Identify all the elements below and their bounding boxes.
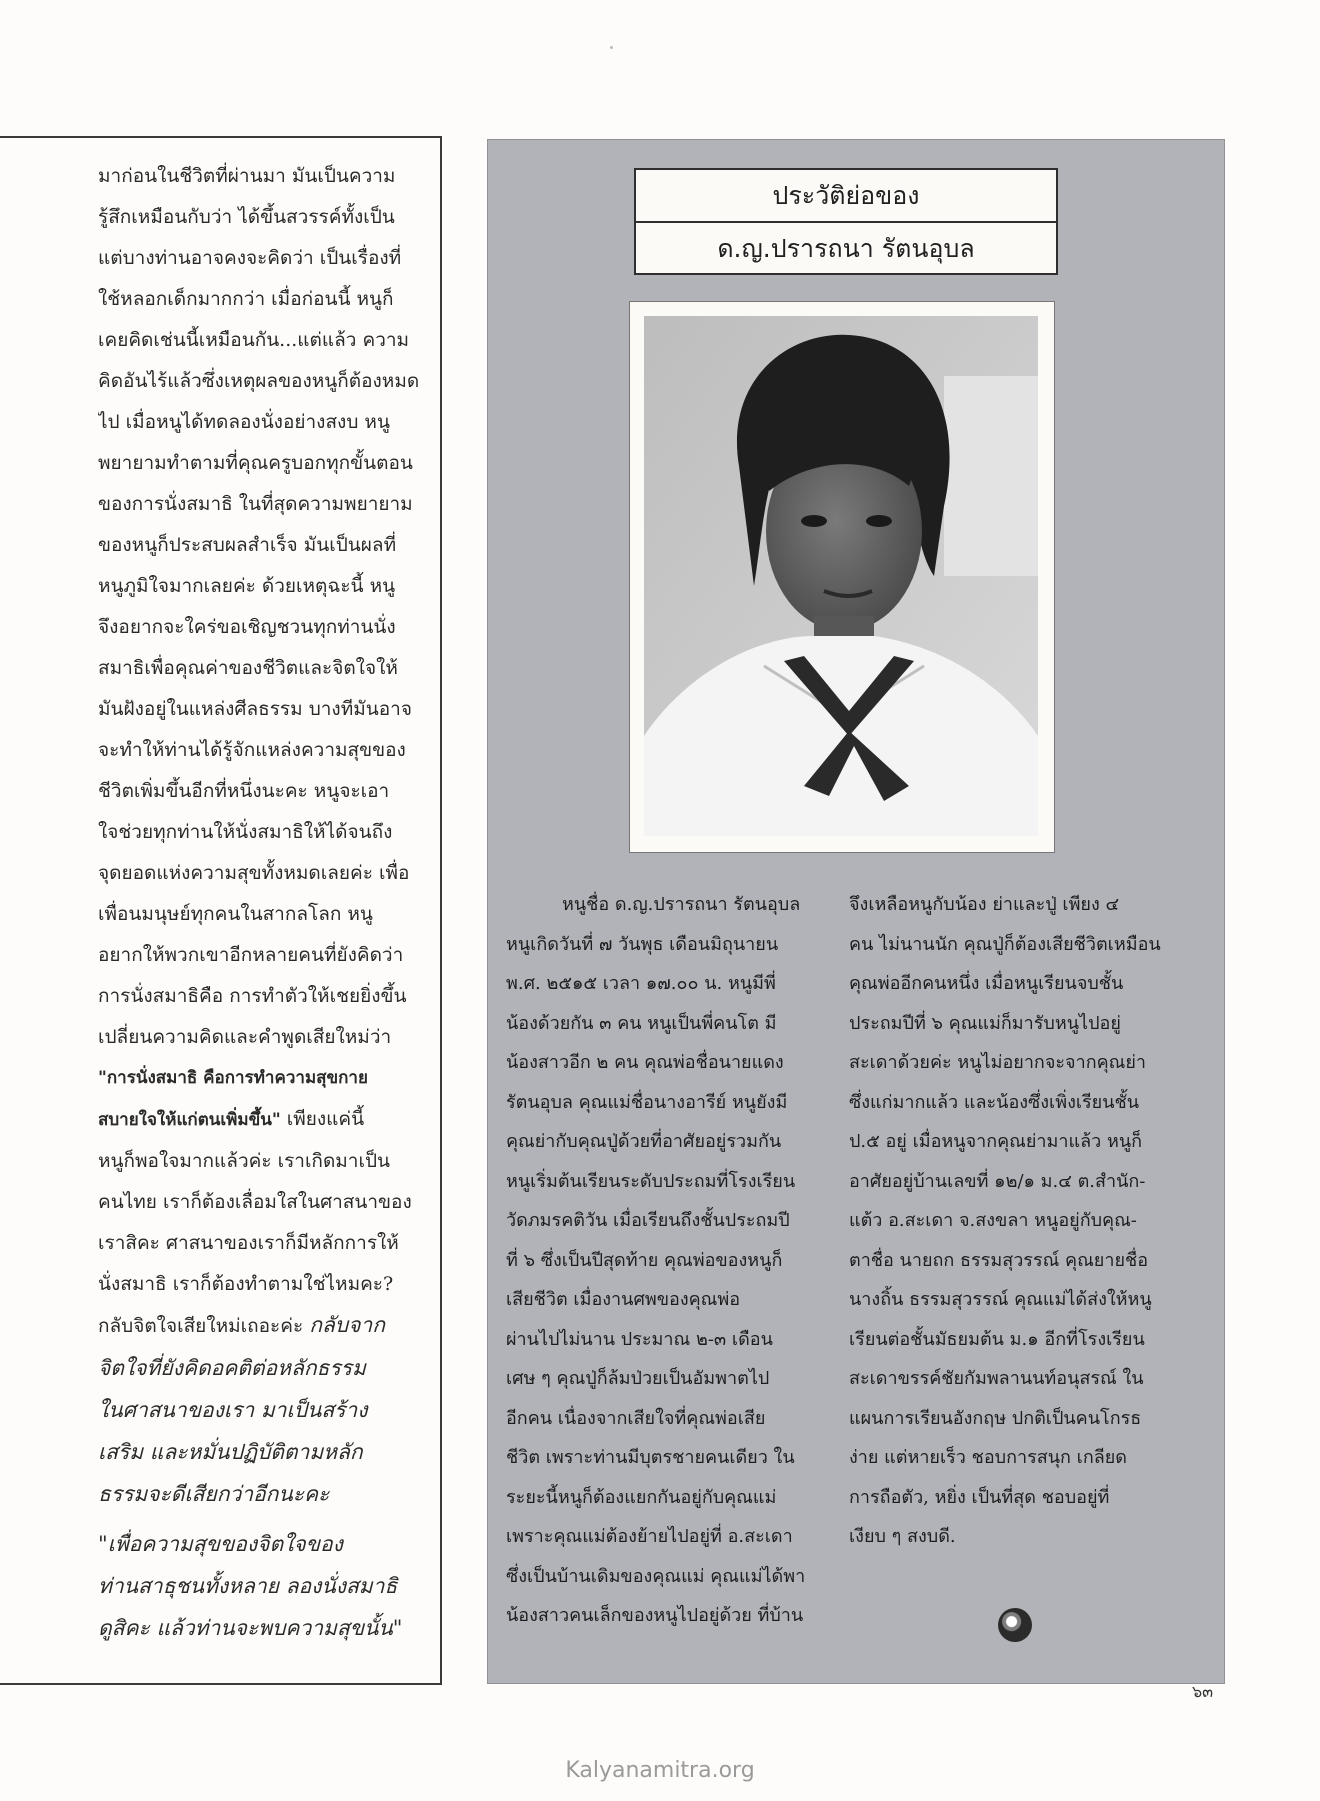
bio-line: เงียบ ๆ สงบดี. [849, 1526, 956, 1547]
page-number: ๖๓ [1192, 1682, 1214, 1701]
text-line: คนไทย เราก็ต้องเลื่อมใสในศาสนาของ [98, 1191, 412, 1213]
bio-line: ที่ ๖ ซึ่งเป็นปีสุดท้าย คุณพ่อของหนูก็ [506, 1249, 783, 1271]
left-column [0, 136, 442, 1685]
text-line: ของหนูก็ประสบผลสำเร็จ มันเป็นผลที่ [98, 534, 397, 556]
text-line: มาก่อนในชีวิตที่ผ่านมา มันเป็นความ [98, 165, 396, 187]
portrait-illustration [644, 316, 1038, 836]
portrait-frame [629, 301, 1055, 853]
left-column-text [98, 156, 440, 1649]
biography-left-column [506, 885, 821, 1636]
bio-line: การถือตัว, หยิ่ง เป็นที่สุด ชอบอยู่ที่ [849, 1486, 1110, 1508]
bio-line: ระยะนี้หนูก็ต้องแยกกันอยู่กับคุณแม่ [506, 1486, 777, 1508]
text-line: จึงอยากจะใคร่ขอเชิญชวนทุกท่านนั่ง [98, 616, 396, 638]
bold-quote-line: "การนั่งสมาธิ คือการทำความสุขกาย [98, 1068, 368, 1088]
text-line: หนูภูมิใจมากเลยค่ะ ด้วยเหตุฉะนี้ หนู [98, 575, 396, 597]
bio-line: อีกคน เนื่องจากเสียใจที่คุณพ่อเสีย [506, 1407, 766, 1429]
biography-subject-name: ด.ญ.ปรารถนา รัตนอุบล [636, 221, 1056, 274]
bio-line: เสียชีวิต เมื่องานศพของคุณพ่อ [506, 1289, 741, 1310]
bio-line: น้องสาวอีก ๒ คน คุณพ่อชื่อนายแดง [506, 1052, 784, 1073]
text-line: ชีวิตเพิ่มขึ้นอีกที่หนึ่งนะคะ หนูจะเอา [98, 780, 390, 802]
bio-line: หนูเริ่มต้นเรียนระดับประถมที่โรงเรียน [506, 1170, 796, 1192]
text-line: ใจช่วยทุกท่านให้นั่งสมาธิให้ได้จนถึง [98, 821, 393, 843]
text-line [98, 1305, 440, 1347]
bio-line: วัดภมรคติวัน เมื่อเรียนถึงชั้นประถมปี [506, 1210, 790, 1231]
text-span: กลับจิตใจเสียใหม่เถอะค่ะ [98, 1315, 310, 1337]
bio-line: เพราะคุณแม่ต้องย้ายไปอยู่ที่ อ.สะเดา [506, 1526, 793, 1547]
bio-line: สะเดาขรรค์ชัยกัมพลานนท์อนุสรณ์ ใน [849, 1368, 1144, 1389]
bio-line: ป.๕ อยู่ เมื่อหนูจากคุณย่ามาแล้ว หนูก็ [849, 1131, 1143, 1152]
bio-line: เรียนต่อชั้นมัธยมต้น ม.๑ อีกที่โรงเรียน [849, 1328, 1145, 1350]
bio-line: ซึ่งเป็นบ้านเดิมของคุณแม่ คุณแม่ได้พา [506, 1565, 806, 1587]
bio-line: รัตนอุบล คุณแม่ชื่อนางอารีย์ หนูยังมี [506, 1091, 788, 1113]
bio-line: แผนการเรียนอังกฤษ ปกติเป็นคนโกรธ [849, 1407, 1142, 1429]
text-line: การนั่งสมาธิคือ การทำตัวให้เชยยิ่งขึ้น [98, 985, 407, 1007]
italic-line: ในศาสนาของเรา มาเป็นสร้าง [98, 1398, 368, 1422]
text-line [98, 1099, 440, 1141]
text-line: ของการนั่งสมาธิ ในที่สุดความพยายาม [98, 493, 413, 515]
bio-line: ผ่านไปไม่นาน ประมาณ ๒-๓ เดือน [506, 1328, 773, 1350]
biography-title-box [634, 168, 1058, 275]
bio-line: คุณย่ากับคุณปู่ด้วยที่อาศัยอยู่รวมกัน [506, 1131, 782, 1152]
italic-line: ธรรมจะดีเสียกว่าอีกนะคะ [98, 1482, 330, 1506]
bio-line: จึงเหลือหนูกับน้อง ย่าและปู่ เพียง ๔ [849, 894, 1120, 915]
bio-line: อาศัยอยู่บ้านเลขที่ ๑๒/๑ ม.๔ ต.สำนัก- [849, 1170, 1146, 1192]
bio-line: ชีวิต เพราะท่านมีบุตรชายคนเดียว ใน [506, 1447, 795, 1468]
text-line: ไป เมื่อหนูได้ทดลองนั่งอย่างสงบ หนู [98, 411, 390, 433]
text-span: เพียงแค่นี้ [280, 1108, 365, 1130]
bio-line: แต้ว อ.สะเดา จ.สงขลา หนูอยู่กับคุณ- [849, 1210, 1137, 1231]
bio-line: น้องด้วยกัน ๓ คน หนูเป็นพี่คนโต มี [506, 1012, 777, 1034]
bold-quote-line: สบายใจให้แก่ตนเพิ่มขึ้น" [98, 1110, 281, 1130]
bio-line: หนูชื่อ ด.ญ.ปรารถนา รัตนอุบล [562, 894, 801, 915]
bio-line: ซึ่งแก่มากแล้ว และน้องซึ่งเพิ่งเรียนชั้น [849, 1091, 1140, 1113]
italic-line: เสริม และหมั่นปฏิบัติตามหลัก [98, 1440, 363, 1464]
text-line: เพื่อนมนุษย์ทุกคนในสากลโลก หนู [98, 903, 373, 925]
text-line: อยากให้พวกเขาอีกหลายคนที่ยังคิดว่า [98, 944, 404, 966]
text-line: คิดอันไร้แล้วซึ่งเหตุผลของหนูก็ต้องหมด [98, 370, 420, 392]
bio-line: ง่าย แต่หายเร็ว ชอบการสนุก เกลียด [849, 1447, 1127, 1468]
bio-line: พ.ศ. ๒๕๑๕ เวลา ๑๗.๐๐ น. หนูมีพี่ [506, 973, 776, 994]
text-line: รู้สึกเหมือนกับว่า ได้ขึ้นสวรรค์ทั้งเป็น [98, 206, 395, 228]
bio-line: คน ไม่นานนัก คุณปู่ก็ต้องเสียชีวิตเหมือน [849, 933, 1161, 955]
text-line: จุดยอดแห่งความสุขทั้งหมดเลยค่ะ เพื่อ [98, 862, 410, 884]
biography-right-column [849, 885, 1181, 1557]
bio-line: หนูเกิดวันที่ ๗ วันพุธ เดือนมิถุนายน [506, 933, 779, 955]
speck [610, 46, 613, 49]
bio-line: ประถมปีที่ ๖ คุณแม่ก็มารับหนูไปอยู่ [849, 1012, 1121, 1034]
bio-line: สะเดาด้วยค่ะ หนูไม่อยากจะจากคุณย่า [849, 1052, 1146, 1073]
quote-line: "เพื่อความสุขของจิตใจของ [98, 1532, 343, 1556]
text-line: แต่บางท่านอาจคงจะคิดว่า เป็นเรื่องที่ [98, 247, 402, 269]
text-line: เปลี่ยนความคิดและคำพูดเสียใหม่ว่า [98, 1026, 392, 1048]
italic-line: จิตใจที่ยังคิดอคติต่อหลักธรรม [98, 1356, 366, 1380]
text-line: พยายามทำตามที่คุณครูบอกทุกขั้นตอน [98, 452, 413, 474]
bio-line: คุณพ่ออีกคนหนึ่ง เมื่อหนูเรียนจบชั้น [849, 973, 1124, 994]
biography-title: ประวัติย่อของ [772, 180, 920, 210]
text-line: มันฝังอยู่ในแหล่งศีลธรรม บางทีมันอาจ [98, 698, 412, 720]
bio-line: เศษ ๆ คุณปู่ก็ล้มป่วยเป็นอัมพาตไป [506, 1368, 770, 1389]
kalyanamitra-emblem-icon [998, 1608, 1032, 1642]
bio-line: น้องสาวคนเล็กของหนูไปอยู่ด้วย ที่บ้าน [506, 1605, 804, 1626]
quote-line: ดูสิคะ แล้วท่านจะพบความสุขนั้น" [98, 1616, 403, 1640]
biography-panel [487, 139, 1225, 1684]
bio-line: ตาชื่อ นายถก ธรรมสุวรรณ์ คุณยายชื่อ [849, 1249, 1149, 1271]
text-line: นั่งสมาธิ เราก็ต้องทำตามใช่ไหมคะ? [98, 1273, 394, 1295]
quote-line: ท่านสาธุชนทั้งหลาย ลองนั่งสมาธิ [98, 1574, 398, 1598]
text-line: สมาธิเพื่อคุณค่าของชีวิตและจิตใจให้ [98, 657, 398, 679]
portrait-photo [644, 316, 1038, 836]
text-line: ใช้หลอกเด็กมากกว่า เมื่อก่อนนี้ หนูก็ [98, 288, 394, 310]
bio-line: นางถิ้น ธรรมสุวรรณ์ คุณแม่ได้ส่งให้หนู [849, 1289, 1152, 1310]
text-line: เราสิคะ ศาสนาของเราก็มีหลักการให้ [98, 1232, 399, 1254]
site-watermark: Kalyanamitra.org [565, 1758, 755, 1783]
italic-span: กลับจาก [309, 1313, 385, 1337]
text-line: จะทำให้ท่านได้รู้จักแหล่งความสุขของ [98, 739, 406, 761]
text-line: หนูก็พอใจมากแล้วค่ะ เราเกิดมาเป็น [98, 1150, 391, 1172]
text-line: เคยคิดเช่นนี้เหมือนกัน...แต่แล้ว ความ [98, 329, 410, 351]
